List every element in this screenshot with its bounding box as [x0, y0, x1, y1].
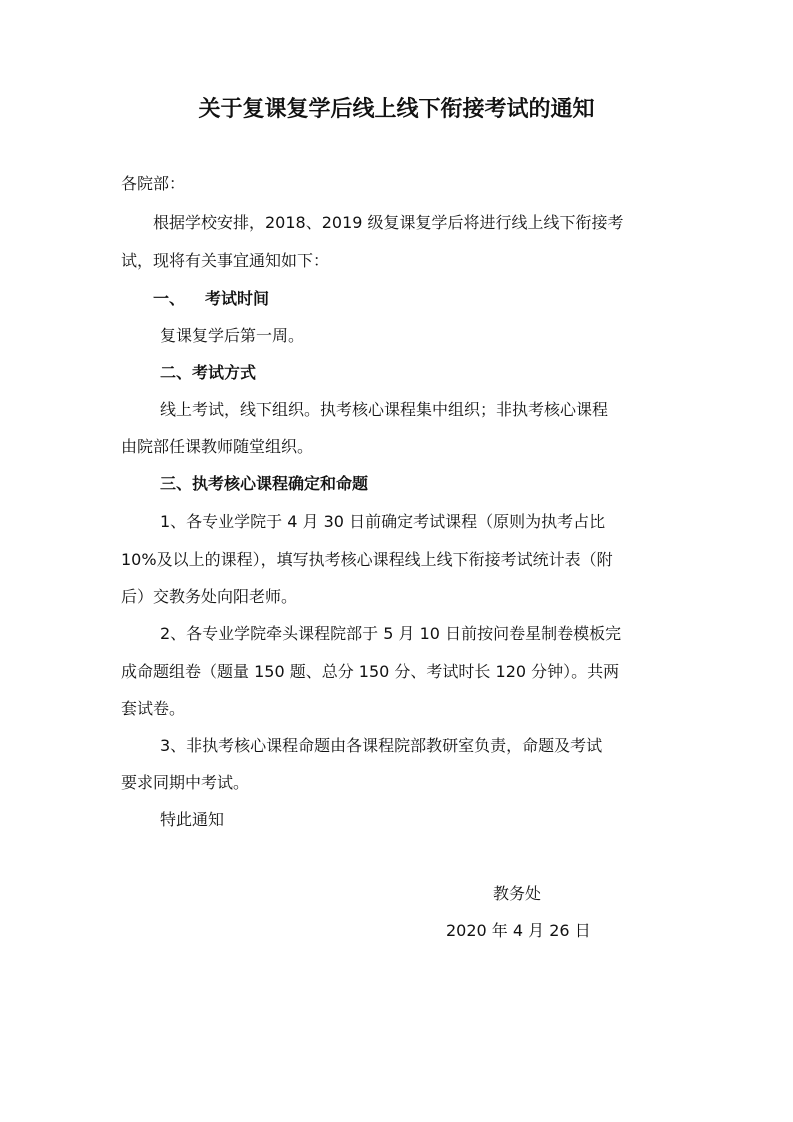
intro-line-2: 试，现将有关事宜通知如下：	[121, 251, 330, 270]
item-3-line-2: 要求同期中考试。	[121, 773, 250, 792]
item-1-line-2: 10%及以上的课程），填写执考核心课程线上线下衔接考试统计表（附	[121, 550, 613, 569]
salutation: 各院部：	[121, 174, 186, 193]
signature-date: 2020 年 4 月 26 日	[446, 921, 591, 940]
section-1-heading	[153, 289, 269, 309]
section-2-body-line-2: 由院部任课教师随堂组织。	[121, 437, 314, 456]
closing: 特此通知	[160, 810, 225, 829]
item-2-line-3: 套试卷。	[121, 699, 186, 718]
section-1-body: 复课复学后第一周。	[160, 326, 305, 345]
item-2-line-1: 2、各专业学院牵头课程院部于 5 月 10 日前按问卷星制卷模板完	[160, 624, 622, 643]
intro-line-1: 根据学校安排，2018、2019 级复课复学后将进行线上线下衔接考	[153, 213, 624, 232]
item-1-line-3: 后）交教务处向阳老师。	[121, 587, 298, 606]
item-3-line-1: 3、非执考核心课程命题由各课程院部教研室负责，命题及考试	[160, 736, 603, 755]
item-1-line-1: 1、各专业学院于 4 月 30 日前确定考试课程（原则为执考占比	[160, 512, 606, 531]
section-1-title: 考试时间	[205, 289, 270, 308]
signature-department: 教务处	[493, 884, 542, 903]
section-3-heading: 三、执考核心课程确定和命题	[160, 474, 369, 493]
item-2-line-2: 成命题组卷（题量 150 题、总分 150 分、考试时长 120 分钟）。共两	[121, 662, 620, 681]
section-2-heading: 二、考试方式	[160, 363, 257, 382]
section-1-number: 一、	[153, 289, 186, 308]
document-title: 关于复课复学后线上线下衔接考试的通知	[198, 97, 595, 122]
section-2-body-line-1: 线上考试，线下组织。执考核心课程集中组织；非执考核心课程	[160, 400, 609, 419]
